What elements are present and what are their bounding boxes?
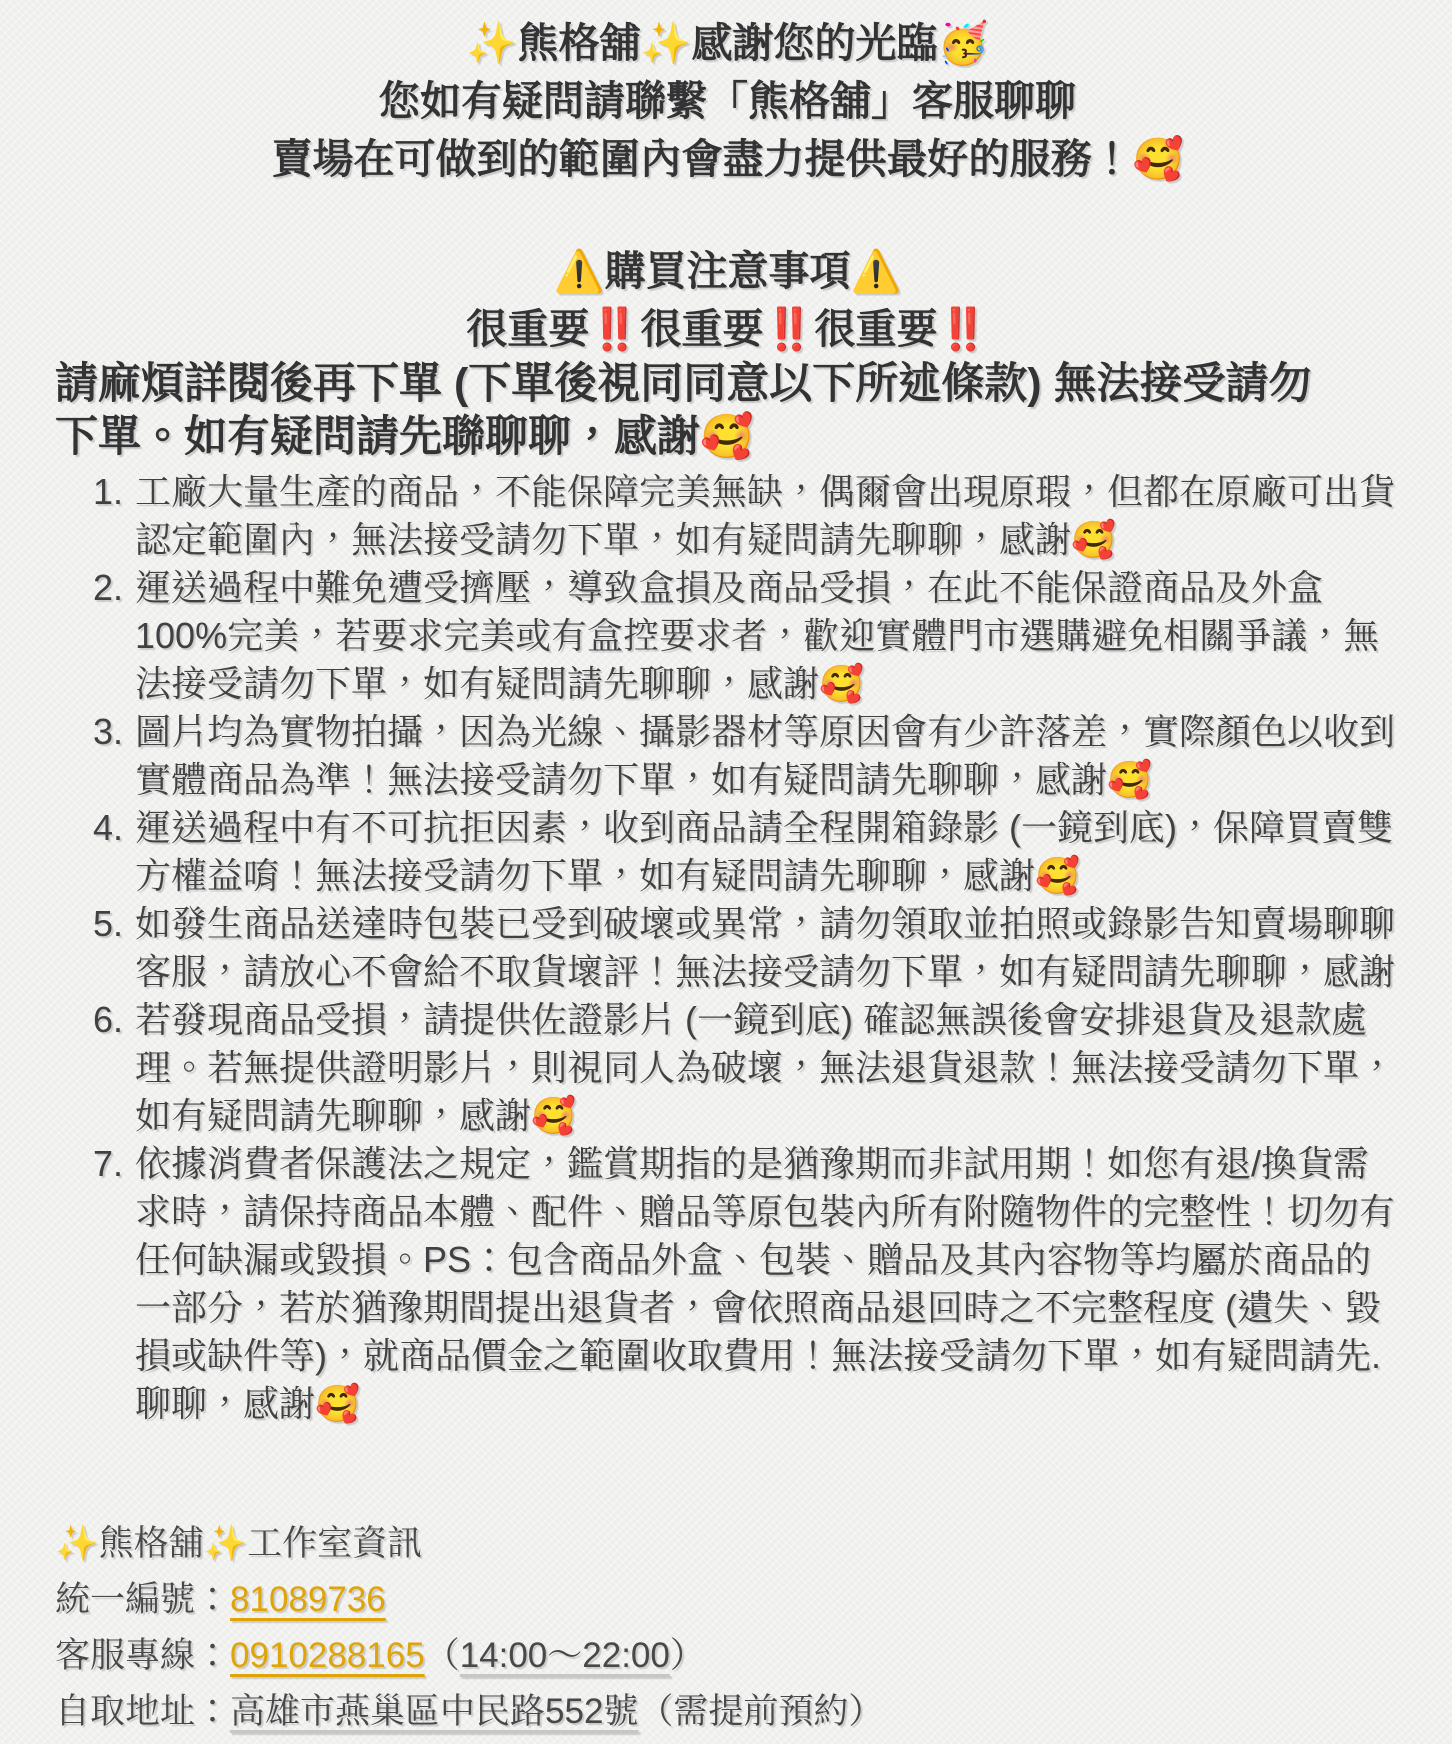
notice-title: ⚠️購買注意事項⚠️ xyxy=(553,248,902,294)
studio-info-title: ✨熊格舖✨工作室資訊 xyxy=(55,1524,423,1563)
hours-paren-close: ） xyxy=(669,1636,705,1675)
tax-id-label: 統一編號： xyxy=(55,1580,231,1619)
greeting-header xyxy=(55,14,1400,188)
hours-paren-open: （ xyxy=(424,1636,460,1675)
term-item-factory-flaws: 1. 工廠大量生產的商品，不能保障完美無缺，偶爾會出現原瑕，但都在原廠可出貨認定範圍內，無法接受請勿下單，如有疑問請先聊聊，感謝🥰 xyxy=(133,468,1400,564)
greeting-line-welcome: ✨熊格舖✨感謝您的光臨🥳 xyxy=(466,20,989,66)
hotline-hours[interactable]: 14:00～22:00 xyxy=(459,1636,670,1675)
terms-list xyxy=(55,468,1400,1428)
hotline-row xyxy=(55,1628,1400,1684)
pickup-row xyxy=(55,1684,1400,1740)
term-item-consumer-protection-law: 7. 依據消費者保護法之規定，鑑賞期指的是猶豫期而非試用期！如您有退/換貨需求時，請保持商品本體、配件、贈品等原包裝內所有附隨物件的完整性！切勿有任何缺漏或毀損。PS：包含商品外盒、包裝、贈品及其內容物等均屬於商品的一部分，若於猶豫期間提出退貨者，會依照商品退回時之不完整程度 (遺失、毀損或缺件等)，就商品價金之範圍收取費用！無法接受請勿下單，如有疑問請先.聊聊，感謝🥰 xyxy=(133,1140,1400,1428)
hotline-label: 客服專線： xyxy=(55,1636,231,1675)
notice-heading xyxy=(55,242,1400,358)
tax-id-link[interactable]: 81089736 xyxy=(230,1580,386,1619)
term-item-damaged-package-refusal: 5. 如發生商品送達時包裝已受到破壞或異常，請勿領取並拍照或錄影告知賣場聊聊客服，請放心不會給不取貨壞評！無法接受請勿下單，如有疑問請先聊聊，感謝 xyxy=(133,900,1400,996)
pickup-address-link[interactable]: 高雄市燕巢區中民路552號 xyxy=(230,1692,639,1731)
term-item-proof-video-refund: 6. 若發現商品受損，請提供佐證影片 (一鏡到底) 確認無誤後會安排退貨及退款處理。若無提供證明影片，則視同人為破壞，無法退貨退款！無法接受請勿下單，如有疑問請先聊聊，感謝🥰 xyxy=(133,996,1400,1140)
notice-importance: 很重要‼️很重要‼️很重要‼️ xyxy=(466,306,989,352)
pickup-label: 自取地址： xyxy=(55,1692,231,1731)
greeting-line-contact: 您如有疑問請聯繫「熊格舖」客服聊聊 xyxy=(379,78,1076,124)
term-item-unboxing-video: 4. 運送過程中有不可抗拒因素，收到商品請全程開箱錄影 (一鏡到底)，保障買賣雙方權益唷！無法接受請勿下單，如有疑問請先聊聊，感謝🥰 xyxy=(133,804,1400,900)
greeting-line-service: 賣場在可做到的範圍內會盡力提供最好的服務！🥰 xyxy=(271,136,1184,182)
pickup-note: （需提前預約） xyxy=(638,1692,884,1731)
notice-intro xyxy=(55,358,1400,464)
term-item-photo-color-difference: 3. 圖片均為實物拍攝，因為光線、攝影器材等原因會有少許落差，實際顏色以收到實體商品為準！無法接受請勿下單，如有疑問請先聊聊，感謝🥰 xyxy=(133,708,1400,804)
studio-info-footer xyxy=(55,1516,1400,1740)
hotline-phone-link[interactable]: 0910288165 xyxy=(230,1636,425,1675)
notice-intro-line-2: 下單。如有疑問請先聯聊聊，感謝🥰 xyxy=(55,413,754,461)
notice-intro-line-1: 請麻煩詳閱後再下單 (下單後視同同意以下所述條款) 無法接受請勿 xyxy=(55,360,1312,408)
term-item-shipping-box-damage: 2. 運送過程中難免遭受擠壓，導致盒損及商品受損，在此不能保證商品及外盒100%完美，若要求完美或有盒控要求者，歡迎實體門市選購避免相關爭議，無法接受請勿下單，如有疑問請先聊聊，感謝🥰 xyxy=(133,564,1400,708)
tax-id-row xyxy=(55,1572,1400,1628)
purchase-notice-section xyxy=(55,242,1400,1428)
